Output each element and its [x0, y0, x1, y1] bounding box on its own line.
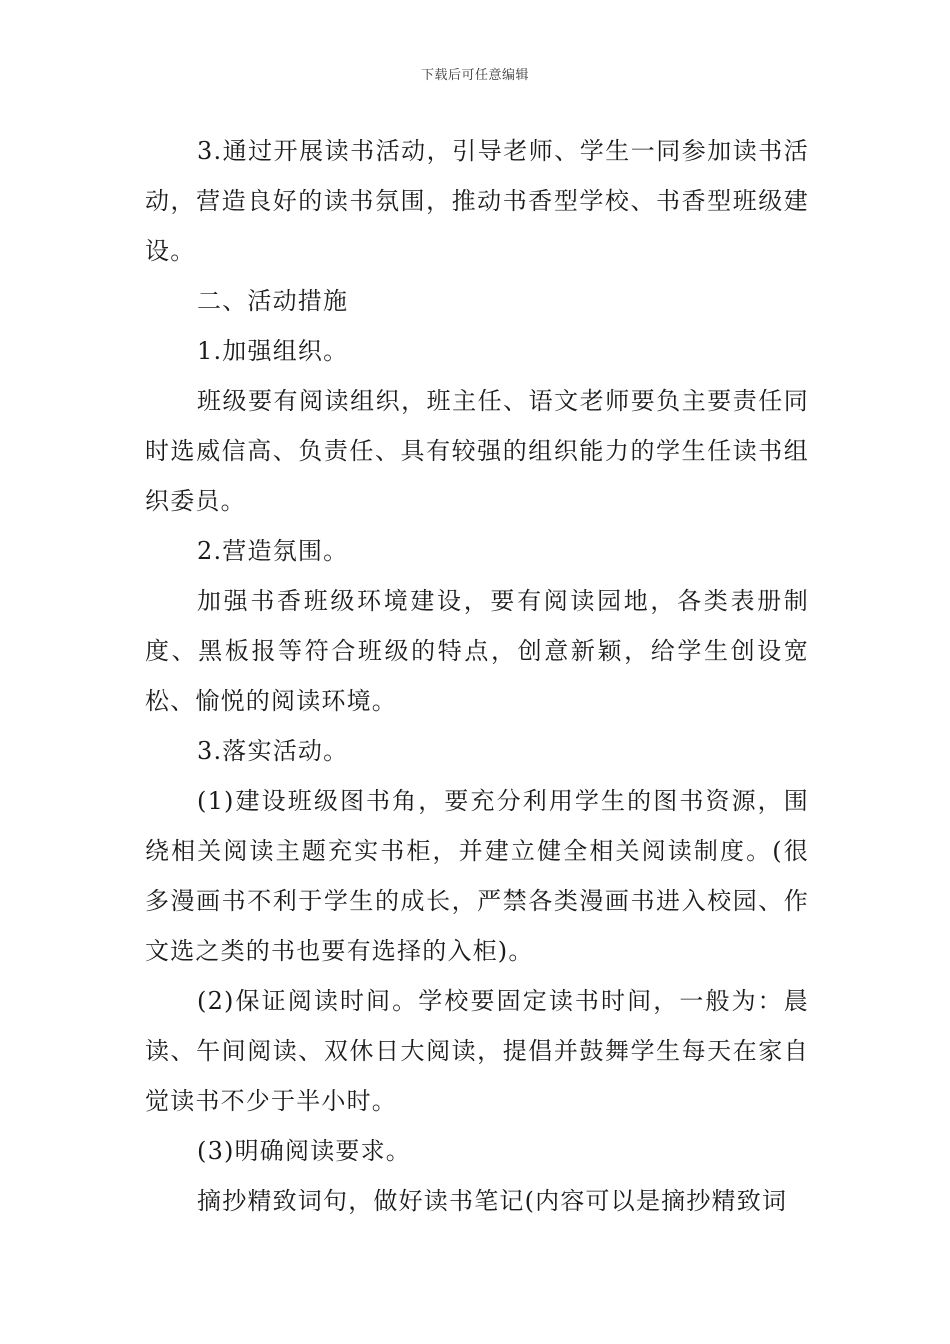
document-body: [145, 126, 809, 1226]
paragraph-goal-3: 3.通过开展读书活动，引导老师、学生一同参加读书活动，营造良好的读书氛围，推动书香型学校、书香型班级建设。: [145, 137, 809, 265]
subheading-organization: 1.加强组织。: [197, 337, 349, 365]
paragraph-notes: 摘抄精致词句，做好读书笔记(内容可以是摘抄精致词: [197, 1187, 788, 1215]
page-header: 下载后可任意编辑: [420, 68, 529, 83]
subheading-atmosphere: 2.营造氛围。: [197, 537, 349, 565]
paragraph-atmosphere: 加强书香班级环境建设，要有阅读园地，各类表册制度、黑板报等符合班级的特点，创意新颖，给学生创设宽松、愉悦的阅读环境。: [145, 587, 809, 715]
subheading-activities: 3.落实活动。: [197, 737, 349, 765]
paragraph-book-corner: (1)建设班级图书角，要充分利用学生的图书资源，围绕相关阅读主题充实书柜，并建立健全相关阅读制度。(很多漫画书不利于学生的成长，严禁各类漫画书进入校园、作文选之类的书也要有选择的入柜)。: [145, 787, 809, 965]
paragraph-organization: 班级要有阅读组织，班主任、语文老师要负主要责任同时选威信高、负责任、具有较强的组织能力的学生任读书组织委员。: [145, 387, 809, 515]
section-heading-measures: 二、活动措施: [197, 287, 349, 315]
paragraph-reading-time: (2)保证阅读时间。学校要固定读书时间，一般为：晨读、午间阅读、双休日大阅读，提倡并鼓舞学生每天在家自觉读书不少于半小时。: [145, 987, 809, 1115]
subheading-requirements: (3)明确阅读要求。: [197, 1137, 411, 1165]
